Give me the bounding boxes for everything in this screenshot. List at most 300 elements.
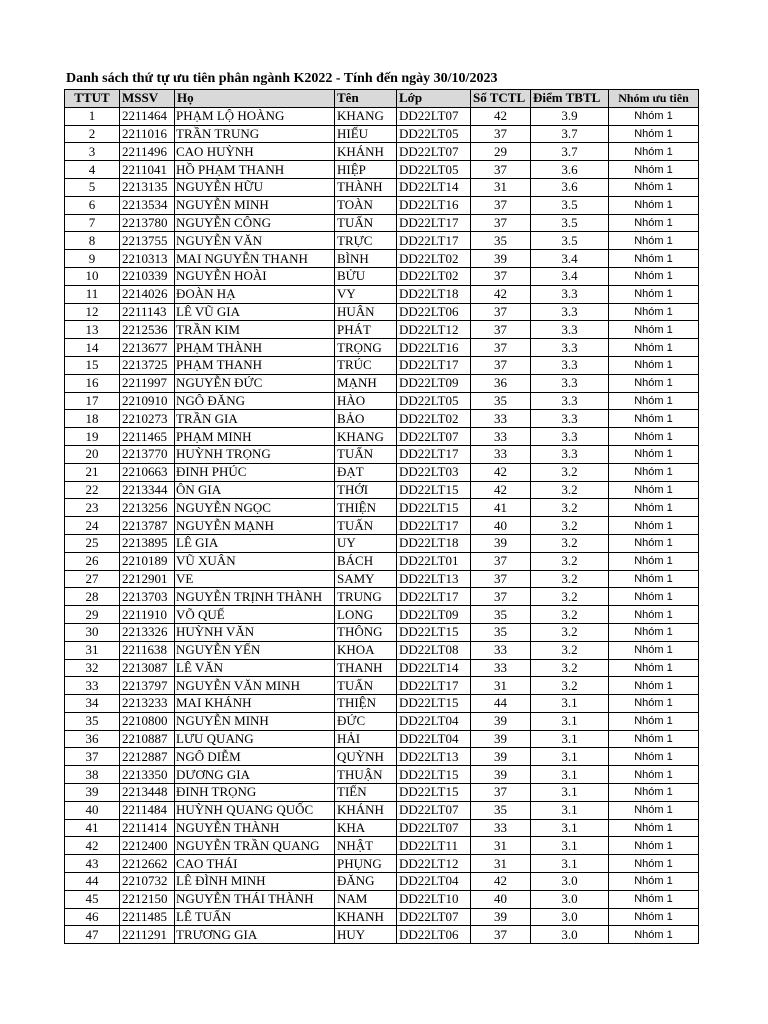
cell-lop: DD22LT15 bbox=[397, 499, 471, 517]
cell-nhom-uu-tien: Nhóm 1 bbox=[609, 463, 699, 481]
cell-so-tctl: 42 bbox=[471, 107, 531, 125]
cell-diem-tbtl: 3.2 bbox=[531, 588, 609, 606]
cell-so-tctl: 39 bbox=[471, 730, 531, 748]
cell-ttut: 33 bbox=[65, 677, 120, 695]
table-row bbox=[65, 250, 699, 268]
cell-ten: BẢO bbox=[335, 410, 397, 428]
cell-diem-tbtl: 3.5 bbox=[531, 214, 609, 232]
cell-so-tctl: 40 bbox=[471, 517, 531, 535]
cell-mssv: 2213087 bbox=[120, 659, 175, 677]
table-row bbox=[65, 321, 699, 339]
table-row bbox=[65, 107, 699, 125]
cell-diem-tbtl: 3.1 bbox=[531, 695, 609, 713]
cell-mssv: 2211291 bbox=[120, 926, 175, 944]
cell-diem-tbtl: 3.2 bbox=[531, 552, 609, 570]
table-row bbox=[65, 695, 699, 713]
cell-ho: TRƯƠNG GIA bbox=[175, 926, 335, 944]
cell-nhom-uu-tien: Nhóm 1 bbox=[609, 481, 699, 499]
cell-diem-tbtl: 3.3 bbox=[531, 392, 609, 410]
cell-nhom-uu-tien: Nhóm 1 bbox=[609, 801, 699, 819]
table-row bbox=[65, 303, 699, 321]
cell-ho: HUỲNH QUANG QUỐC bbox=[175, 801, 335, 819]
cell-nhom-uu-tien: Nhóm 1 bbox=[609, 712, 699, 730]
cell-mssv: 2211484 bbox=[120, 801, 175, 819]
cell-ho: DƯƠNG GIA bbox=[175, 766, 335, 784]
cell-nhom-uu-tien: Nhóm 1 bbox=[609, 356, 699, 374]
cell-nhom-uu-tien: Nhóm 1 bbox=[609, 926, 699, 944]
cell-nhom-uu-tien: Nhóm 1 bbox=[609, 321, 699, 339]
cell-mssv: 2214026 bbox=[120, 285, 175, 303]
cell-lop: DD22LT06 bbox=[397, 303, 471, 321]
header-diem-tbtl: Điểm TBTL bbox=[531, 90, 609, 108]
cell-diem-tbtl: 3.2 bbox=[531, 623, 609, 641]
cell-ttut: 8 bbox=[65, 232, 120, 250]
cell-nhom-uu-tien: Nhóm 1 bbox=[609, 499, 699, 517]
cell-so-tctl: 37 bbox=[471, 356, 531, 374]
cell-nhom-uu-tien: Nhóm 1 bbox=[609, 855, 699, 873]
cell-mssv: 2213448 bbox=[120, 784, 175, 802]
cell-ho: NGUYỄN MẠNH bbox=[175, 517, 335, 535]
cell-mssv: 2212150 bbox=[120, 890, 175, 908]
cell-diem-tbtl: 3.1 bbox=[531, 766, 609, 784]
cell-mssv: 2212400 bbox=[120, 837, 175, 855]
cell-lop: DD22LT17 bbox=[397, 445, 471, 463]
cell-ten: TUẤN bbox=[335, 677, 397, 695]
cell-nhom-uu-tien: Nhóm 1 bbox=[609, 428, 699, 446]
table-row bbox=[65, 410, 699, 428]
cell-ho: ĐINH TRỌNG bbox=[175, 784, 335, 802]
table-row bbox=[65, 730, 699, 748]
cell-so-tctl: 39 bbox=[471, 534, 531, 552]
cell-diem-tbtl: 3.7 bbox=[531, 143, 609, 161]
cell-ten: SAMY bbox=[335, 570, 397, 588]
cell-mssv: 2211016 bbox=[120, 125, 175, 143]
cell-so-tctl: 35 bbox=[471, 801, 531, 819]
table-row bbox=[65, 712, 699, 730]
cell-nhom-uu-tien: Nhóm 1 bbox=[609, 232, 699, 250]
table-row bbox=[65, 588, 699, 606]
cell-lop: DD22LT14 bbox=[397, 178, 471, 196]
cell-ten: TRỰC bbox=[335, 232, 397, 250]
cell-ttut: 18 bbox=[65, 410, 120, 428]
cell-lop: DD22LT03 bbox=[397, 463, 471, 481]
header-row bbox=[65, 90, 699, 108]
cell-so-tctl: 37 bbox=[471, 321, 531, 339]
cell-ho: TRẦN KIM bbox=[175, 321, 335, 339]
cell-so-tctl: 42 bbox=[471, 463, 531, 481]
cell-mssv: 2213534 bbox=[120, 196, 175, 214]
cell-ten: LONG bbox=[335, 606, 397, 624]
cell-ho: NGUYỄN HOÀI bbox=[175, 267, 335, 285]
cell-ttut: 42 bbox=[65, 837, 120, 855]
cell-ho: HUỲNH VĂN bbox=[175, 623, 335, 641]
cell-ttut: 23 bbox=[65, 499, 120, 517]
cell-so-tctl: 35 bbox=[471, 623, 531, 641]
cell-mssv: 2213755 bbox=[120, 232, 175, 250]
cell-ttut: 14 bbox=[65, 339, 120, 357]
cell-mssv: 2213895 bbox=[120, 534, 175, 552]
cell-ttut: 15 bbox=[65, 356, 120, 374]
cell-lop: DD22LT12 bbox=[397, 855, 471, 873]
table-row bbox=[65, 178, 699, 196]
cell-nhom-uu-tien: Nhóm 1 bbox=[609, 196, 699, 214]
table-row bbox=[65, 267, 699, 285]
cell-ho: LÊ ĐÌNH MINH bbox=[175, 873, 335, 891]
table-row bbox=[65, 890, 699, 908]
cell-ten: NHẬT bbox=[335, 837, 397, 855]
cell-lop: DD22LT07 bbox=[397, 801, 471, 819]
cell-ten: KHÁNH bbox=[335, 143, 397, 161]
cell-ho: VÕ QUẾ bbox=[175, 606, 335, 624]
cell-ten: KHÁNH bbox=[335, 801, 397, 819]
cell-diem-tbtl: 3.9 bbox=[531, 107, 609, 125]
cell-so-tctl: 37 bbox=[471, 303, 531, 321]
cell-ho: ĐINH PHÚC bbox=[175, 463, 335, 481]
cell-ttut: 35 bbox=[65, 712, 120, 730]
cell-mssv: 2213770 bbox=[120, 445, 175, 463]
table-row bbox=[65, 926, 699, 944]
cell-ttut: 10 bbox=[65, 267, 120, 285]
cell-ten: TUẤN bbox=[335, 517, 397, 535]
table-row bbox=[65, 374, 699, 392]
cell-ten: PHÁT bbox=[335, 321, 397, 339]
cell-diem-tbtl: 3.3 bbox=[531, 356, 609, 374]
header-ttut: TTUT bbox=[65, 90, 120, 108]
cell-ho: NGUYỄN VĂN MINH bbox=[175, 677, 335, 695]
cell-so-tctl: 33 bbox=[471, 819, 531, 837]
cell-so-tctl: 39 bbox=[471, 712, 531, 730]
cell-ten: THÀNH bbox=[335, 178, 397, 196]
cell-nhom-uu-tien: Nhóm 1 bbox=[609, 695, 699, 713]
cell-mssv: 2210313 bbox=[120, 250, 175, 268]
cell-ho: NGUYỄN VĂN bbox=[175, 232, 335, 250]
cell-ttut: 5 bbox=[65, 178, 120, 196]
cell-so-tctl: 39 bbox=[471, 748, 531, 766]
cell-ho: NGUYỄN CÔNG bbox=[175, 214, 335, 232]
cell-ten: TUẤN bbox=[335, 445, 397, 463]
cell-diem-tbtl: 3.2 bbox=[531, 517, 609, 535]
cell-ttut: 37 bbox=[65, 748, 120, 766]
cell-ten: THIỆN bbox=[335, 695, 397, 713]
cell-so-tctl: 37 bbox=[471, 267, 531, 285]
cell-mssv: 2210663 bbox=[120, 463, 175, 481]
cell-lop: DD22LT07 bbox=[397, 428, 471, 446]
cell-lop: DD22LT04 bbox=[397, 712, 471, 730]
cell-mssv: 2210273 bbox=[120, 410, 175, 428]
cell-mssv: 2213780 bbox=[120, 214, 175, 232]
cell-nhom-uu-tien: Nhóm 1 bbox=[609, 267, 699, 285]
cell-ttut: 27 bbox=[65, 570, 120, 588]
table-row bbox=[65, 125, 699, 143]
cell-so-tctl: 39 bbox=[471, 908, 531, 926]
table-row bbox=[65, 143, 699, 161]
cell-diem-tbtl: 3.1 bbox=[531, 801, 609, 819]
cell-lop: DD22LT14 bbox=[397, 659, 471, 677]
cell-lop: DD22LT17 bbox=[397, 232, 471, 250]
cell-ho: NGUYỄN NGỌC bbox=[175, 499, 335, 517]
cell-mssv: 2213256 bbox=[120, 499, 175, 517]
table-row bbox=[65, 534, 699, 552]
cell-nhom-uu-tien: Nhóm 1 bbox=[609, 730, 699, 748]
cell-diem-tbtl: 3.2 bbox=[531, 463, 609, 481]
cell-ho: NGUYỄN MINH bbox=[175, 196, 335, 214]
cell-so-tctl: 33 bbox=[471, 428, 531, 446]
cell-lop: DD22LT02 bbox=[397, 250, 471, 268]
cell-diem-tbtl: 3.2 bbox=[531, 606, 609, 624]
cell-so-tctl: 42 bbox=[471, 285, 531, 303]
cell-diem-tbtl: 3.0 bbox=[531, 908, 609, 926]
cell-ttut: 3 bbox=[65, 143, 120, 161]
cell-ho: NGUYỄN TRẦN QUANG bbox=[175, 837, 335, 855]
table-row bbox=[65, 801, 699, 819]
cell-diem-tbtl: 3.0 bbox=[531, 926, 609, 944]
cell-ttut: 30 bbox=[65, 623, 120, 641]
cell-mssv: 2212887 bbox=[120, 748, 175, 766]
cell-ho: MAI KHÁNH bbox=[175, 695, 335, 713]
cell-ho: NGUYỄN THÀNH bbox=[175, 819, 335, 837]
cell-so-tctl: 37 bbox=[471, 125, 531, 143]
table-row bbox=[65, 392, 699, 410]
cell-ho: NGÔ ĐĂNG bbox=[175, 392, 335, 410]
cell-lop: DD22LT15 bbox=[397, 766, 471, 784]
cell-ten: HÀO bbox=[335, 392, 397, 410]
cell-ttut: 17 bbox=[65, 392, 120, 410]
cell-mssv: 2211910 bbox=[120, 606, 175, 624]
table-row bbox=[65, 570, 699, 588]
cell-mssv: 2213344 bbox=[120, 481, 175, 499]
cell-nhom-uu-tien: Nhóm 1 bbox=[609, 659, 699, 677]
table-row bbox=[65, 766, 699, 784]
cell-so-tctl: 35 bbox=[471, 606, 531, 624]
cell-lop: DD22LT17 bbox=[397, 214, 471, 232]
cell-nhom-uu-tien: Nhóm 1 bbox=[609, 445, 699, 463]
cell-ttut: 6 bbox=[65, 196, 120, 214]
cell-so-tctl: 31 bbox=[471, 677, 531, 695]
cell-so-tctl: 42 bbox=[471, 873, 531, 891]
cell-so-tctl: 44 bbox=[471, 695, 531, 713]
cell-so-tctl: 37 bbox=[471, 588, 531, 606]
cell-ttut: 1 bbox=[65, 107, 120, 125]
cell-nhom-uu-tien: Nhóm 1 bbox=[609, 374, 699, 392]
cell-nhom-uu-tien: Nhóm 1 bbox=[609, 570, 699, 588]
table-row bbox=[65, 196, 699, 214]
cell-ttut: 16 bbox=[65, 374, 120, 392]
cell-diem-tbtl: 3.4 bbox=[531, 250, 609, 268]
cell-diem-tbtl: 3.5 bbox=[531, 196, 609, 214]
cell-nhom-uu-tien: Nhóm 1 bbox=[609, 623, 699, 641]
cell-ttut: 34 bbox=[65, 695, 120, 713]
cell-lop: DD22LT02 bbox=[397, 410, 471, 428]
cell-diem-tbtl: 3.0 bbox=[531, 890, 609, 908]
cell-nhom-uu-tien: Nhóm 1 bbox=[609, 107, 699, 125]
cell-mssv: 2212662 bbox=[120, 855, 175, 873]
cell-ho: PHẠM THÀNH bbox=[175, 339, 335, 357]
table-row bbox=[65, 214, 699, 232]
cell-mssv: 2210189 bbox=[120, 552, 175, 570]
cell-diem-tbtl: 3.3 bbox=[531, 428, 609, 446]
cell-so-tctl: 31 bbox=[471, 855, 531, 873]
cell-mssv: 2213233 bbox=[120, 695, 175, 713]
cell-ttut: 44 bbox=[65, 873, 120, 891]
cell-diem-tbtl: 3.2 bbox=[531, 677, 609, 695]
cell-lop: DD22LT07 bbox=[397, 908, 471, 926]
cell-nhom-uu-tien: Nhóm 1 bbox=[609, 303, 699, 321]
cell-mssv: 2213703 bbox=[120, 588, 175, 606]
cell-mssv: 2210887 bbox=[120, 730, 175, 748]
cell-lop: DD22LT17 bbox=[397, 588, 471, 606]
cell-ho: TRẦN GIA bbox=[175, 410, 335, 428]
cell-lop: DD22LT15 bbox=[397, 784, 471, 802]
table-row bbox=[65, 908, 699, 926]
cell-lop: DD22LT13 bbox=[397, 570, 471, 588]
cell-ho: CAO THÁI bbox=[175, 855, 335, 873]
cell-mssv: 2212901 bbox=[120, 570, 175, 588]
cell-ttut: 41 bbox=[65, 819, 120, 837]
cell-diem-tbtl: 3.2 bbox=[531, 570, 609, 588]
cell-lop: DD22LT11 bbox=[397, 837, 471, 855]
cell-ho: PHẠM MINH bbox=[175, 428, 335, 446]
cell-lop: DD22LT07 bbox=[397, 143, 471, 161]
cell-lop: DD22LT07 bbox=[397, 819, 471, 837]
cell-diem-tbtl: 3.1 bbox=[531, 819, 609, 837]
cell-lop: DD22LT18 bbox=[397, 285, 471, 303]
header-lop: Lớp bbox=[397, 90, 471, 108]
cell-lop: DD22LT16 bbox=[397, 196, 471, 214]
cell-ten: KHANH bbox=[335, 908, 397, 926]
cell-ttut: 46 bbox=[65, 908, 120, 926]
cell-mssv: 2210339 bbox=[120, 267, 175, 285]
cell-ttut: 40 bbox=[65, 801, 120, 819]
table-header bbox=[65, 90, 699, 108]
cell-ten: HUY bbox=[335, 926, 397, 944]
cell-lop: DD22LT17 bbox=[397, 356, 471, 374]
cell-lop: DD22LT04 bbox=[397, 730, 471, 748]
cell-ttut: 45 bbox=[65, 890, 120, 908]
cell-ten: TRỌNG bbox=[335, 339, 397, 357]
cell-ttut: 31 bbox=[65, 641, 120, 659]
cell-nhom-uu-tien: Nhóm 1 bbox=[609, 837, 699, 855]
cell-mssv: 2211464 bbox=[120, 107, 175, 125]
cell-ttut: 24 bbox=[65, 517, 120, 535]
cell-nhom-uu-tien: Nhóm 1 bbox=[609, 161, 699, 179]
cell-ten: THÔNG bbox=[335, 623, 397, 641]
cell-ten: THUẬN bbox=[335, 766, 397, 784]
cell-nhom-uu-tien: Nhóm 1 bbox=[609, 143, 699, 161]
cell-ho: LÊ GIA bbox=[175, 534, 335, 552]
cell-ttut: 21 bbox=[65, 463, 120, 481]
cell-ttut: 19 bbox=[65, 428, 120, 446]
cell-ten: MẠNH bbox=[335, 374, 397, 392]
cell-diem-tbtl: 3.1 bbox=[531, 748, 609, 766]
cell-ho: NGÔ DIỄM bbox=[175, 748, 335, 766]
cell-lop: DD22LT12 bbox=[397, 321, 471, 339]
cell-ho: LÊ VŨ GIA bbox=[175, 303, 335, 321]
cell-ten: ĐỨC bbox=[335, 712, 397, 730]
cell-ten: TOÀN bbox=[335, 196, 397, 214]
cell-ho: PHẠM LỘ HOÀNG bbox=[175, 107, 335, 125]
cell-ten: THIỆN bbox=[335, 499, 397, 517]
cell-lop: DD22LT16 bbox=[397, 339, 471, 357]
header-mssv: MSSV bbox=[120, 90, 175, 108]
cell-ten: TUẤN bbox=[335, 214, 397, 232]
cell-diem-tbtl: 3.6 bbox=[531, 178, 609, 196]
cell-mssv: 2211485 bbox=[120, 908, 175, 926]
table-row bbox=[65, 481, 699, 499]
cell-ten: TRÚC bbox=[335, 356, 397, 374]
cell-diem-tbtl: 3.2 bbox=[531, 534, 609, 552]
cell-diem-tbtl: 3.0 bbox=[531, 873, 609, 891]
cell-lop: DD22LT04 bbox=[397, 873, 471, 891]
cell-so-tctl: 33 bbox=[471, 445, 531, 463]
table-row bbox=[65, 285, 699, 303]
cell-so-tctl: 36 bbox=[471, 374, 531, 392]
cell-lop: DD22LT15 bbox=[397, 623, 471, 641]
cell-so-tctl: 37 bbox=[471, 161, 531, 179]
cell-ttut: 36 bbox=[65, 730, 120, 748]
table-row bbox=[65, 517, 699, 535]
table-row bbox=[65, 356, 699, 374]
cell-ho: HỒ PHẠM THANH bbox=[175, 161, 335, 179]
cell-diem-tbtl: 3.3 bbox=[531, 410, 609, 428]
cell-mssv: 2213797 bbox=[120, 677, 175, 695]
priority-table bbox=[64, 89, 699, 944]
cell-ho: VE bbox=[175, 570, 335, 588]
cell-mssv: 2211143 bbox=[120, 303, 175, 321]
cell-ttut: 4 bbox=[65, 161, 120, 179]
cell-so-tctl: 41 bbox=[471, 499, 531, 517]
cell-mssv: 2211414 bbox=[120, 819, 175, 837]
cell-nhom-uu-tien: Nhóm 1 bbox=[609, 606, 699, 624]
cell-ttut: 2 bbox=[65, 125, 120, 143]
cell-lop: DD22LT13 bbox=[397, 748, 471, 766]
cell-ten: TIẾN bbox=[335, 784, 397, 802]
cell-diem-tbtl: 3.2 bbox=[531, 499, 609, 517]
cell-lop: DD22LT05 bbox=[397, 125, 471, 143]
cell-mssv: 2213350 bbox=[120, 766, 175, 784]
cell-ten: THANH bbox=[335, 659, 397, 677]
cell-lop: DD22LT15 bbox=[397, 695, 471, 713]
cell-nhom-uu-tien: Nhóm 1 bbox=[609, 588, 699, 606]
cell-so-tctl: 31 bbox=[471, 837, 531, 855]
cell-diem-tbtl: 3.3 bbox=[531, 303, 609, 321]
table-row bbox=[65, 819, 699, 837]
cell-nhom-uu-tien: Nhóm 1 bbox=[609, 250, 699, 268]
cell-mssv: 2210732 bbox=[120, 873, 175, 891]
cell-mssv: 2213725 bbox=[120, 356, 175, 374]
cell-ttut: 11 bbox=[65, 285, 120, 303]
cell-so-tctl: 37 bbox=[471, 784, 531, 802]
cell-ho: NGUYỄN TRỊNH THÀNH bbox=[175, 588, 335, 606]
cell-ttut: 12 bbox=[65, 303, 120, 321]
cell-lop: DD22LT17 bbox=[397, 517, 471, 535]
document-title: Danh sách thứ tự ưu tiên phân ngành K2022 - Tính đến ngày 30/10/2023 bbox=[66, 71, 498, 86]
cell-nhom-uu-tien: Nhóm 1 bbox=[609, 890, 699, 908]
cell-ttut: 29 bbox=[65, 606, 120, 624]
cell-ttut: 20 bbox=[65, 445, 120, 463]
table-row bbox=[65, 445, 699, 463]
cell-ten: HIỆP bbox=[335, 161, 397, 179]
cell-ten: HIẾU bbox=[335, 125, 397, 143]
cell-mssv: 2211638 bbox=[120, 641, 175, 659]
cell-nhom-uu-tien: Nhóm 1 bbox=[609, 873, 699, 891]
cell-so-tctl: 33 bbox=[471, 410, 531, 428]
cell-mssv: 2211465 bbox=[120, 428, 175, 446]
cell-ho: NGUYỄN YẾN bbox=[175, 641, 335, 659]
cell-so-tctl: 37 bbox=[471, 196, 531, 214]
cell-ho: LƯU QUANG bbox=[175, 730, 335, 748]
cell-ten: VY bbox=[335, 285, 397, 303]
cell-so-tctl: 35 bbox=[471, 232, 531, 250]
